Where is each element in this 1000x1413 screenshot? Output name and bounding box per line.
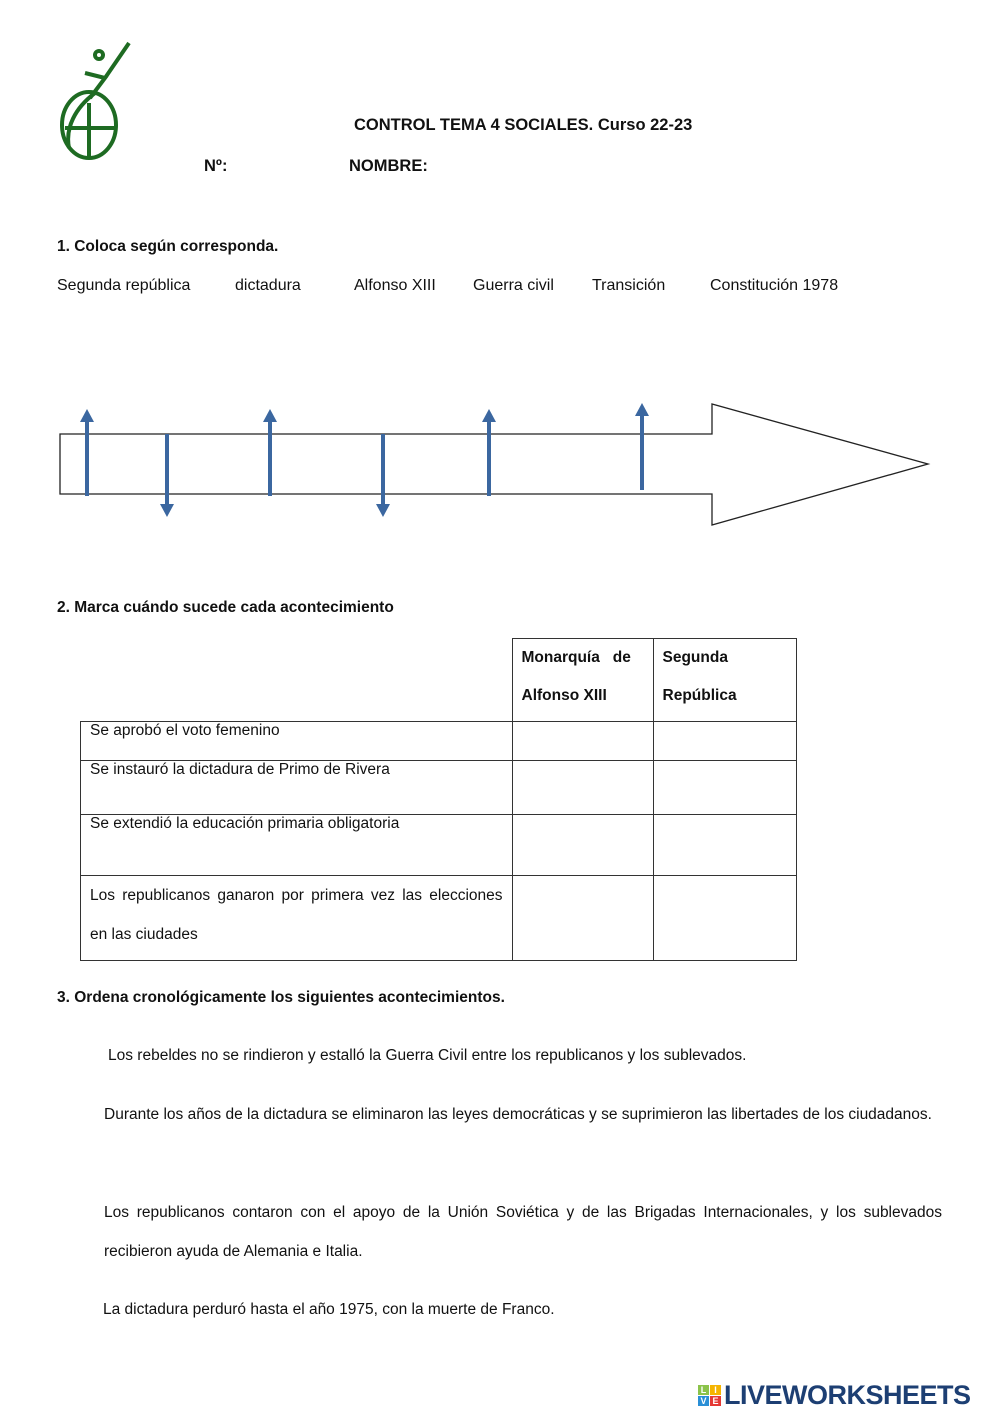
live-blocks-icon: L I V E — [698, 1385, 721, 1406]
school-logo — [55, 38, 135, 163]
event-paragraph: La dictadura perduró hasta el año 1975, con la muerte de Franco. — [103, 1301, 555, 1318]
event-row-label: Se aprobó el voto femenino — [81, 722, 513, 761]
answer-cell[interactable] — [512, 761, 653, 815]
event-row-label: Los republicanos ganaron por primera vez las elecciones en las ciudades — [81, 876, 513, 961]
event-paragraph: Los republicanos contaron con el apoyo de la Unión Soviética y de las Brigadas Internacionales, y los sublevados recibieron ayuda de Alemania e Italia. — [104, 1204, 942, 1260]
word-item: Transición — [592, 277, 666, 294]
answer-cell[interactable] — [512, 876, 653, 961]
number-label: Nº: — [204, 157, 228, 175]
page-title: CONTROL TEMA 4 SOCIALES. Curso 22-23 — [354, 116, 693, 134]
name-label: NOMBRE: — [349, 157, 428, 175]
word-item: Constitución 1978 — [710, 277, 839, 294]
answer-cell[interactable] — [512, 815, 653, 876]
timeline — [0, 395, 1000, 535]
answer-cell[interactable] — [653, 761, 796, 815]
event-row-label: Se instauró la dictadura de Primo de Rivera — [81, 761, 513, 815]
events-table — [80, 638, 797, 961]
question-3-title: 3. Ordena cronológicamente los siguientes acontecimientos. — [57, 989, 505, 1006]
question-1-title: 1. Coloca según corresponda. — [57, 238, 279, 255]
event-row-label: Se extendió la educación primaria obligatoria — [81, 815, 513, 876]
word-item: dictadura — [235, 277, 301, 294]
brand-name: LIVEWORKSHEETS — [724, 1380, 971, 1410]
question-2-title: 2. Marca cuándo sucede cada acontecimiento — [57, 599, 394, 616]
word-item: Segunda república — [57, 277, 191, 294]
event-paragraph: Los rebeldes no se rindieron y estalló la Guerra Civil entre los republicanos y los sublevados. — [108, 1047, 747, 1064]
answer-cell[interactable] — [653, 815, 796, 876]
word-item: Alfonso XIII — [354, 277, 436, 294]
liveworksheets-logo — [698, 1380, 971, 1411]
header-republica: Segunda República — [653, 639, 796, 722]
header-monarquia: Monarquía de Alfonso XIII — [512, 639, 653, 722]
answer-cell[interactable] — [653, 722, 796, 761]
word-item: Guerra civil — [473, 277, 554, 294]
answer-cell[interactable] — [512, 722, 653, 761]
event-paragraph: Durante los años de la dictadura se eliminaron las leyes democráticas y se suprimieron las libertades de los ciudadanos. — [104, 1106, 932, 1123]
answer-cell[interactable] — [653, 876, 796, 961]
